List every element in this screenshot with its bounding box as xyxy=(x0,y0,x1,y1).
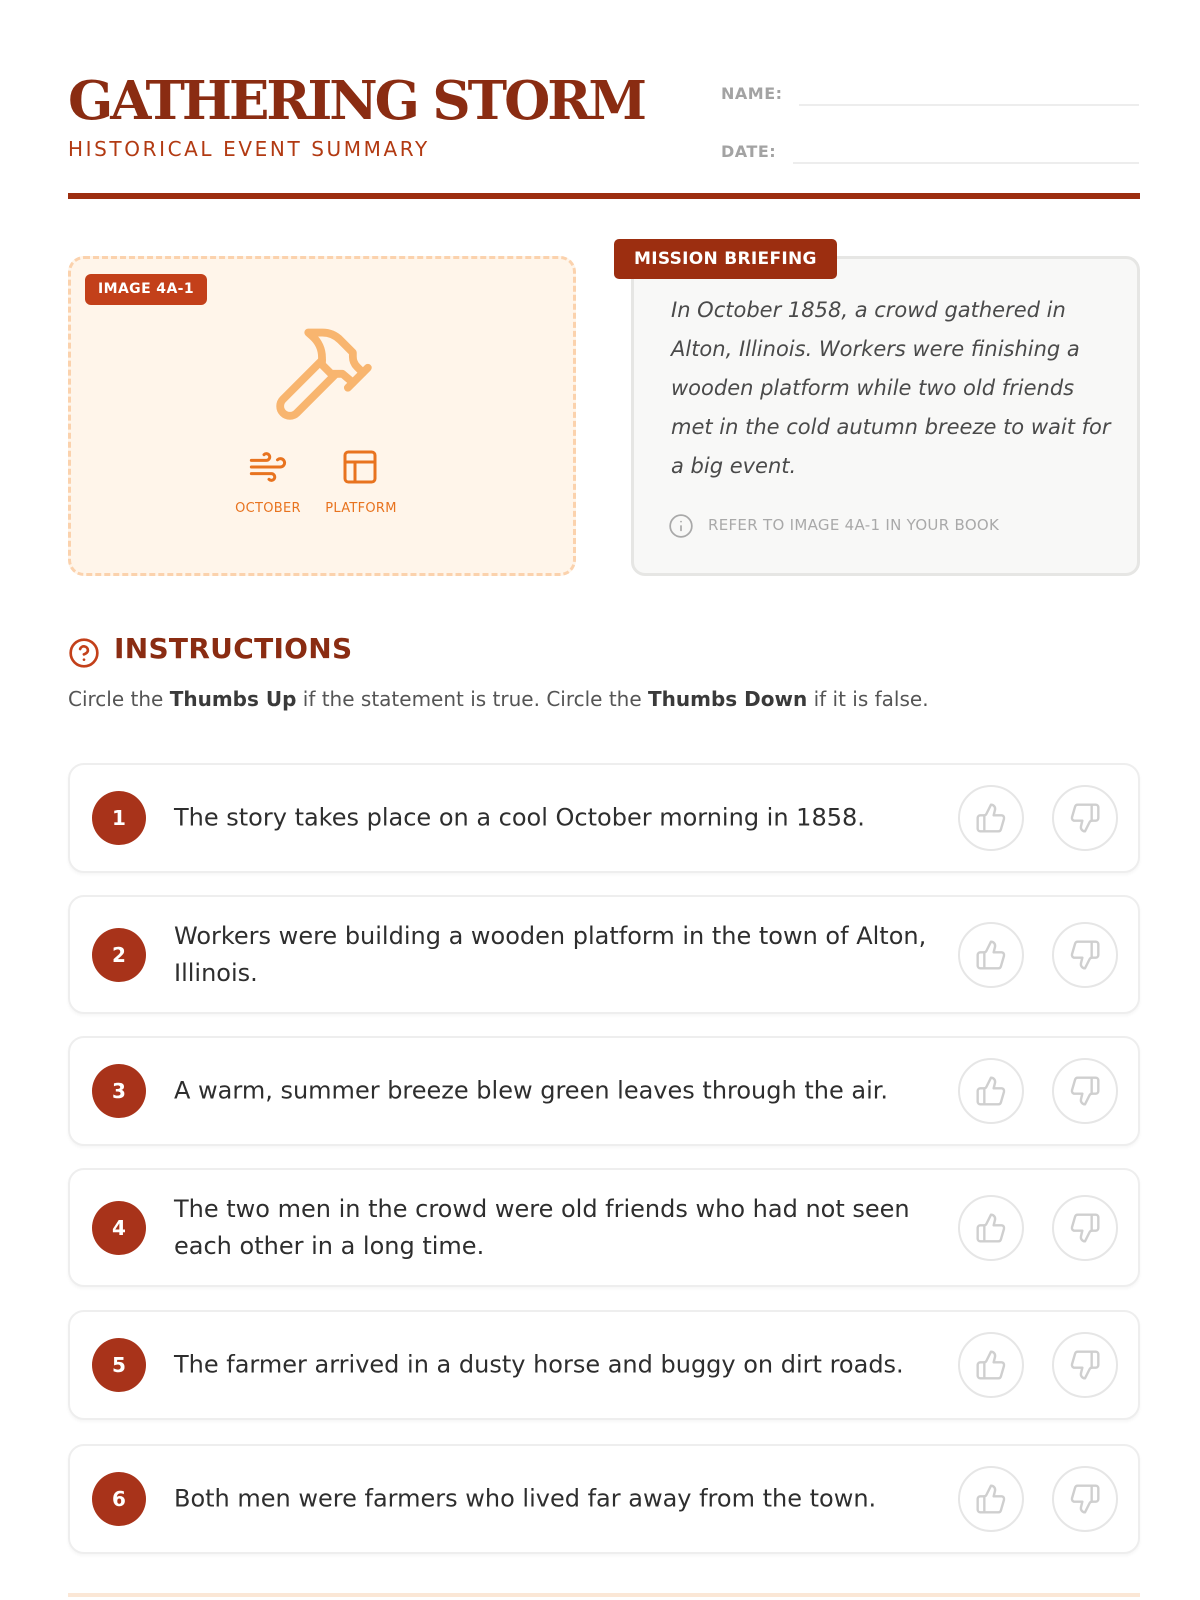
footer-divider xyxy=(68,1593,1140,1597)
thumbs-down-button[interactable] xyxy=(1052,922,1118,988)
name-line xyxy=(799,104,1139,106)
thumbs-up-icon xyxy=(975,1483,1007,1515)
thumbs-up-button[interactable] xyxy=(958,1058,1024,1124)
thumbs-down-icon xyxy=(1069,939,1101,971)
question-text: The farmer arrived in a dusty horse and buggy on dirt roads. xyxy=(174,1350,904,1379)
thumbs-down-icon xyxy=(1069,1349,1101,1381)
question-text: Both men were farmers who lived far away from the town. xyxy=(174,1484,877,1513)
question-text: The two men in the crowd were old friends who had not seen each other in a long time. xyxy=(174,1194,910,1260)
briefing-text: In October 1858, a crowd gathered in Alton, Illinois. Workers were finishing a wooden platform while two old friends met in the cold autumn breeze to wait for a big event. xyxy=(671,298,1111,478)
reference-text: REFER TO IMAGE 4A-1 IN YOUR BOOK xyxy=(708,516,1000,534)
thumbs-up-icon xyxy=(975,802,1007,834)
name-field[interactable] xyxy=(721,76,1139,106)
image-tag: IMAGE 4A-1 xyxy=(85,274,207,305)
thumbs-up-icon xyxy=(975,1349,1007,1381)
thumbs-up-button[interactable] xyxy=(958,785,1024,851)
thumbs-down-button[interactable] xyxy=(1052,785,1118,851)
hammer-icon xyxy=(267,319,377,429)
date-line xyxy=(793,162,1139,164)
info-icon xyxy=(668,513,694,539)
instr-part: Circle the xyxy=(68,687,170,711)
page-title: GATHERING STORM xyxy=(68,70,644,132)
date-field[interactable] xyxy=(721,134,1139,164)
thumbs-down-button[interactable] xyxy=(1052,1332,1118,1398)
thumbs-up-button[interactable] xyxy=(958,1466,1024,1532)
thumbs-up-icon xyxy=(975,939,1007,971)
thumbs-down-icon xyxy=(1069,1483,1101,1515)
question-card-4 xyxy=(68,1168,1140,1287)
question-text: Workers were building a wooden platform in the town of Alton, Illinois. xyxy=(174,921,927,987)
question-number: 5 xyxy=(92,1338,146,1392)
thumbs-up-button[interactable] xyxy=(958,1195,1024,1261)
question-card-3 xyxy=(68,1036,1140,1146)
instructions-text xyxy=(68,687,929,711)
question-number: 1 xyxy=(92,791,146,845)
question-text: A warm, summer breeze blew green leaves through the air. xyxy=(174,1076,889,1105)
october-label: OCTOBER xyxy=(235,501,301,516)
name-label: NAME: xyxy=(721,84,783,103)
wind-icon xyxy=(248,447,288,487)
header-divider xyxy=(68,193,1140,199)
question-number: 6 xyxy=(92,1472,146,1526)
question-number: 2 xyxy=(92,928,146,982)
question-number: 4 xyxy=(92,1201,146,1255)
thumbs-down-icon xyxy=(1069,1212,1101,1244)
layout-icon xyxy=(340,447,380,487)
question-card-6 xyxy=(68,1444,1140,1554)
image-card xyxy=(68,256,576,576)
thumbs-up-button[interactable] xyxy=(958,1332,1024,1398)
instr-part: if it is false. xyxy=(807,687,929,711)
briefing-tag: MISSION BRIEFING xyxy=(614,239,837,279)
date-label: DATE: xyxy=(721,142,777,161)
thumbs-up-icon xyxy=(975,1212,1007,1244)
thumbs-down-button[interactable] xyxy=(1052,1195,1118,1261)
instructions-heading: INSTRUCTIONS xyxy=(114,632,353,665)
instr-part: if the statement is true. Circle the xyxy=(296,687,649,711)
thumbs-up-icon xyxy=(975,1075,1007,1107)
question-card-5 xyxy=(68,1310,1140,1420)
platform-label: PLATFORM xyxy=(325,501,397,516)
instr-thumbs-down-term: Thumbs Down xyxy=(648,687,808,711)
instr-thumbs-up-term: Thumbs Up xyxy=(169,687,297,711)
page-subtitle: HISTORICAL EVENT SUMMARY xyxy=(68,137,430,161)
thumbs-down-button[interactable] xyxy=(1052,1058,1118,1124)
help-circle-icon xyxy=(68,637,100,669)
question-number: 3 xyxy=(92,1064,146,1118)
thumbs-down-button[interactable] xyxy=(1052,1466,1118,1532)
thumbs-down-icon xyxy=(1069,1075,1101,1107)
thumbs-up-button[interactable] xyxy=(958,922,1024,988)
worksheet-page xyxy=(68,0,1140,1600)
question-card-2 xyxy=(68,895,1140,1014)
question-text: The story takes place on a cool October morning in 1858. xyxy=(174,803,865,832)
question-card-1 xyxy=(68,763,1140,873)
thumbs-down-icon xyxy=(1069,802,1101,834)
